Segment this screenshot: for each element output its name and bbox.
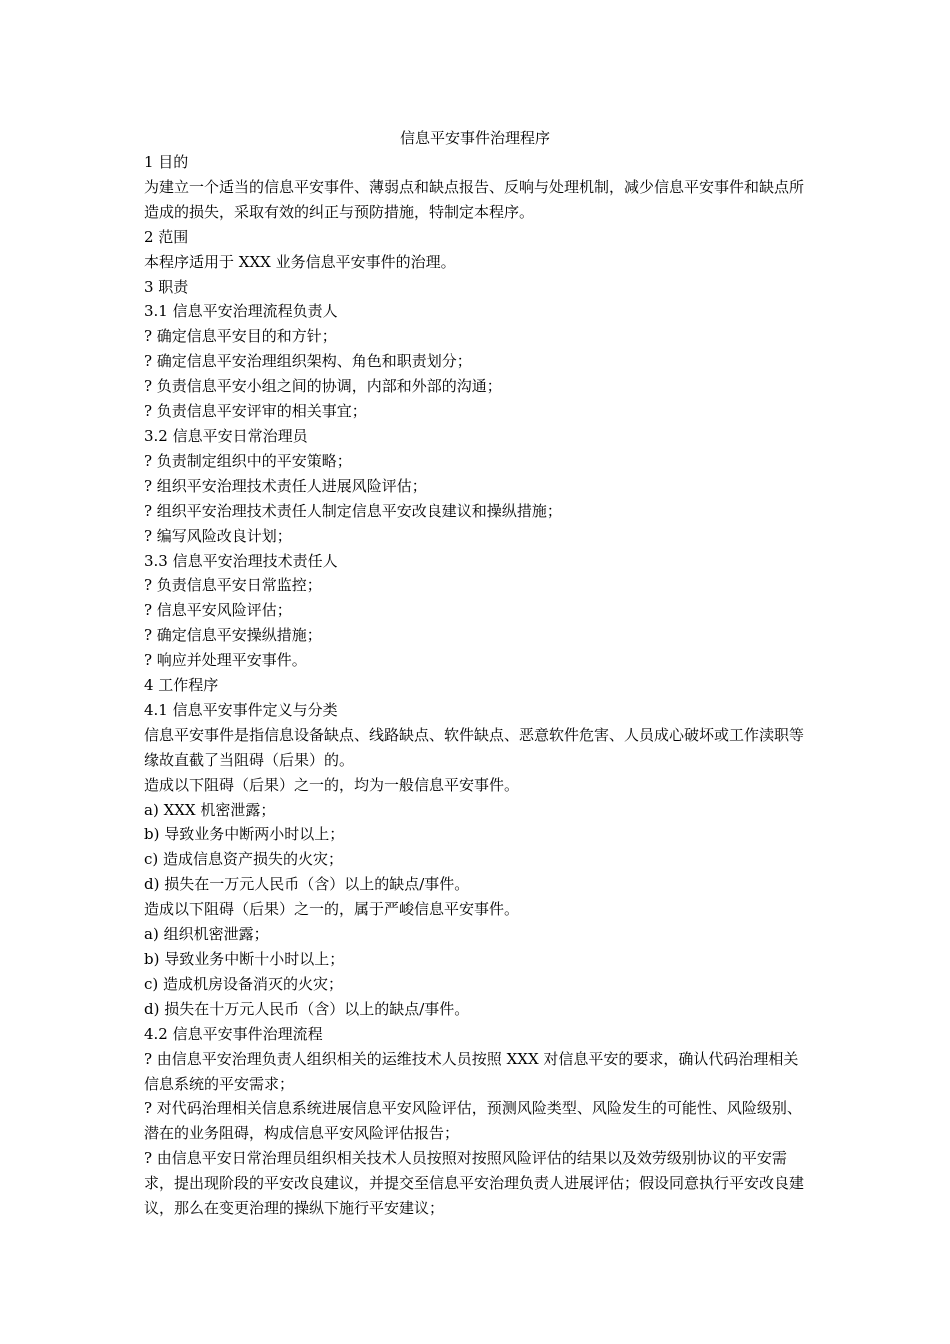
paragraph: ? 负责信息平安日常监控；	[144, 576, 322, 595]
paragraph: 1 目的	[144, 153, 189, 171]
paragraph: 2 范围	[144, 227, 189, 246]
paragraph: 信息平安事件是指信息设备缺点、线路缺点、软件缺点、恶意软件危害、人员成心破坏或工作渎职等缘故直截了当阻碍（后果）的。	[144, 725, 805, 769]
paragraph: ? 信息平安风险评估；	[144, 601, 292, 620]
paragraph: ? 确定信息平安目的和方针；	[144, 327, 337, 346]
paragraph: ? 负责信息平安评审的相关事宜；	[144, 402, 367, 421]
paragraph: 3 职责	[144, 277, 189, 296]
paragraph: ? 负责制定组织中的平安策略；	[144, 451, 352, 470]
paragraph: d) 损失在一万元人民币（含）以上的缺点/事件。	[144, 875, 470, 894]
paragraph: 4.1 信息平安事件定义与分类	[144, 700, 338, 719]
paragraph: ? 负责信息平安小组之间的协调，内部和外部的沟通；	[144, 377, 502, 396]
paragraph: ? 由信息平安治理负责人组织相关的运维技术人员按照 XXX 对信息平安的要求，确认代码治理相关信息系统的平安需求；	[144, 1049, 799, 1093]
paragraph: ? 组织平安治理技术责任人进展风险评估；	[144, 476, 427, 495]
paragraph: ? 编写风险改良计划；	[144, 526, 292, 545]
paragraph: c) 造成信息资产损失的火灾；	[144, 850, 344, 869]
paragraph: 3.2 信息平安日常治理员	[144, 426, 308, 445]
paragraph: a) XXX 机密泄露；	[144, 800, 276, 819]
paragraph: ? 对代码治理相关信息系统进展信息平安风险评估，预测风险类型、风险发生的可能性、风险级别、潜在的业务阻碍，构成信息平安风险评估报告；	[144, 1099, 802, 1143]
document-title: 信息平安事件治理程序	[399, 129, 550, 147]
paragraph: a) 组织机密泄露；	[144, 925, 269, 944]
paragraph: c) 造成机房设备消灭的火灾；	[144, 974, 344, 993]
paragraph: b) 导致业务中断十小时以上；	[144, 950, 345, 968]
paragraph: 造成以下阻碍（后果）之一的，均为一般信息平安事件。	[144, 775, 520, 794]
paragraph: ? 确定信息平安操纵措施；	[144, 626, 322, 645]
paragraph: 4 工作程序	[144, 676, 219, 695]
paragraph: d) 损失在十万元人民币（含）以上的缺点/事件。	[144, 999, 470, 1018]
paragraph: b) 导致业务中断两小时以上；	[144, 825, 345, 844]
paragraph: ? 响应并处理平安事件。	[144, 651, 307, 670]
paragraph: ? 确定信息平安治理组织架构、角色和职责划分；	[144, 352, 472, 371]
paragraph: 3.3 信息平安治理技术责任人	[144, 551, 338, 570]
paragraph: ? 组织平安治理技术责任人制定信息平安改良建议和操纵措施；	[144, 501, 562, 520]
paragraph: 造成以下阻碍（后果）之一的，属于严峻信息平安事件。	[144, 900, 520, 919]
paragraph: 本程序适用于 XXX 业务信息平安事件的治理。	[144, 252, 456, 271]
paragraph: ? 由信息平安日常治理员组织相关技术人员按照对按照风险评估的结果以及效劳级别协议的平安需求，提出现阶段的平安改良建议，并提交至信息平安治理负责人进展评估；假设同意执行平安改良建议，那么在变更治理的操纵下施行平安建议；	[144, 1149, 805, 1218]
paragraph: 为建立一个适当的信息平安事件、薄弱点和缺点报告、反响与处理机制，减少信息平安事件和缺点所造成的损失，采取有效的纠正与预防措施，特制定本程序。	[144, 177, 805, 221]
paragraph: 4.2 信息平安事件治理流程	[144, 1024, 323, 1043]
document-body	[144, 150, 809, 1221]
paragraph: 3.1 信息平安治理流程负责人	[144, 302, 338, 321]
